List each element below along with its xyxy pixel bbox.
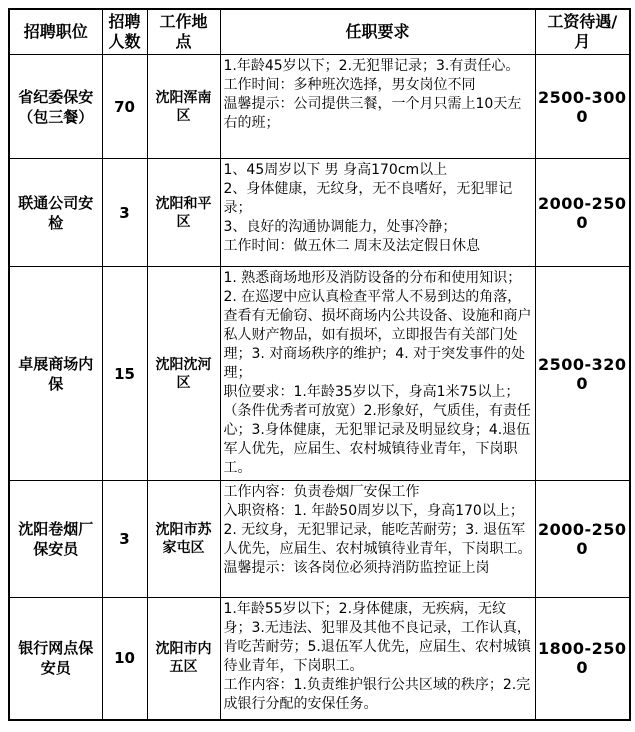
requirement-line: 1.年龄55岁以下；2.身体健康，无疾病，无纹身；3.无违法、犯罪及其他不良记录，工作认真，肯吃苦耐劳；5.退伍军人优先，应届生、农村城镇待业青年，下岗职工。 — [223, 601, 531, 674]
table-row — [9, 481, 630, 598]
headcount-cell: 3 — [102, 481, 147, 598]
requirements-cell — [220, 598, 535, 720]
requirement-line: 职位要求：1.年龄35岁以下，身高1米75以上；（条件优秀者可放宽）2.形象好，气质佳，有责任心；3.身体健康，无犯罪记录及明显纹身；4.退伍军人优先，应届生、农村城镇待业青年，下岗职工。 — [223, 384, 531, 476]
table-row — [9, 55, 630, 159]
headcount-cell: 15 — [102, 267, 147, 481]
requirement-line: 工作内容：1.负责维护银行公共区域的秩序；2.完成银行分配的安保任务。 — [223, 677, 531, 712]
job-listings-table — [8, 8, 631, 721]
requirement-line: 1.年龄45岁以下；2.无犯罪记录；3.有责任心。 — [223, 58, 520, 74]
requirement-line: 工作时间：多种班次选择，男女岗位不同 — [223, 77, 476, 93]
requirement-line: 3、良好的沟通协调能力，处事冷静； — [223, 219, 457, 235]
requirement-line: 2、身体健康，无纹身，无不良嗜好，无犯罪记录； — [223, 181, 513, 216]
headcount-cell: 10 — [102, 598, 147, 720]
table-header-row — [9, 9, 630, 55]
position-cell: 联通公司安检 — [9, 159, 102, 267]
requirement-line: 1. 熟悉商场地形及消防设备的分布和使用知识；2. 在巡逻中应认真检查平常人不易到达的角落，查看有无偷窃、损坏商场内公共设备、设施和商户私人财产物品，如有损坏，立即报告有关部门处理；3. 对商场秩序的维护；4. 对于突发事件的处理； — [223, 270, 532, 381]
salary-cell: 2000-2500 — [535, 159, 630, 267]
requirement-line: 1、45周岁以下 男 身高170cm以上 — [223, 162, 448, 178]
position-cell: 卓展商场内保 — [9, 267, 102, 481]
requirements-cell — [220, 267, 535, 481]
headcount-cell: 70 — [102, 55, 147, 159]
requirements-cell — [220, 481, 535, 598]
table-row — [9, 159, 630, 267]
salary-cell: 2000-2500 — [535, 481, 630, 598]
position-cell: 沈阳卷烟厂保安员 — [9, 481, 102, 598]
requirement-line: 工作内容：负责卷烟厂安保工作 — [223, 484, 420, 500]
salary-cell: 1800-2500 — [535, 598, 630, 720]
location-cell: 沈阳沈河区 — [147, 267, 220, 481]
requirement-line: 入职资格：1. 年龄50周岁以下，身高170以上；2. 无纹身，无犯罪记录，能吃苦耐劳；3. 退伍军人优先，应届生、农村城镇待业青年，下岗职工。温馨提示：该各岗位必须持消防监控证上岗 — [223, 503, 532, 576]
location-cell: 沈阳浑南区 — [147, 55, 220, 159]
location-cell: 沈阳市内五区 — [147, 598, 220, 720]
requirements-cell — [220, 55, 535, 159]
table-row — [9, 267, 630, 481]
position-cell: 省纪委保安（包三餐） — [9, 55, 102, 159]
table-row — [9, 598, 630, 720]
header-salary: 工资待遇/月 — [535, 9, 630, 55]
header-position: 招聘职位 — [9, 9, 102, 55]
header-headcount: 招聘人数 — [102, 9, 147, 55]
requirement-line: 工作时间：做五休二 周末及法定假日休息 — [223, 238, 480, 254]
headcount-cell: 3 — [102, 159, 147, 267]
requirement-line: 温馨提示：公司提供三餐，一个月只需上10天左右的班； — [223, 96, 522, 131]
location-cell: 沈阳市苏家屯区 — [147, 481, 220, 598]
salary-cell: 2500-3200 — [535, 267, 630, 481]
position-cell: 银行网点保安员 — [9, 598, 102, 720]
header-requirements: 任职要求 — [220, 9, 535, 55]
requirements-cell — [220, 159, 535, 267]
location-cell: 沈阳和平区 — [147, 159, 220, 267]
header-location: 工作地点 — [147, 9, 220, 55]
salary-cell: 2500-3000 — [535, 55, 630, 159]
